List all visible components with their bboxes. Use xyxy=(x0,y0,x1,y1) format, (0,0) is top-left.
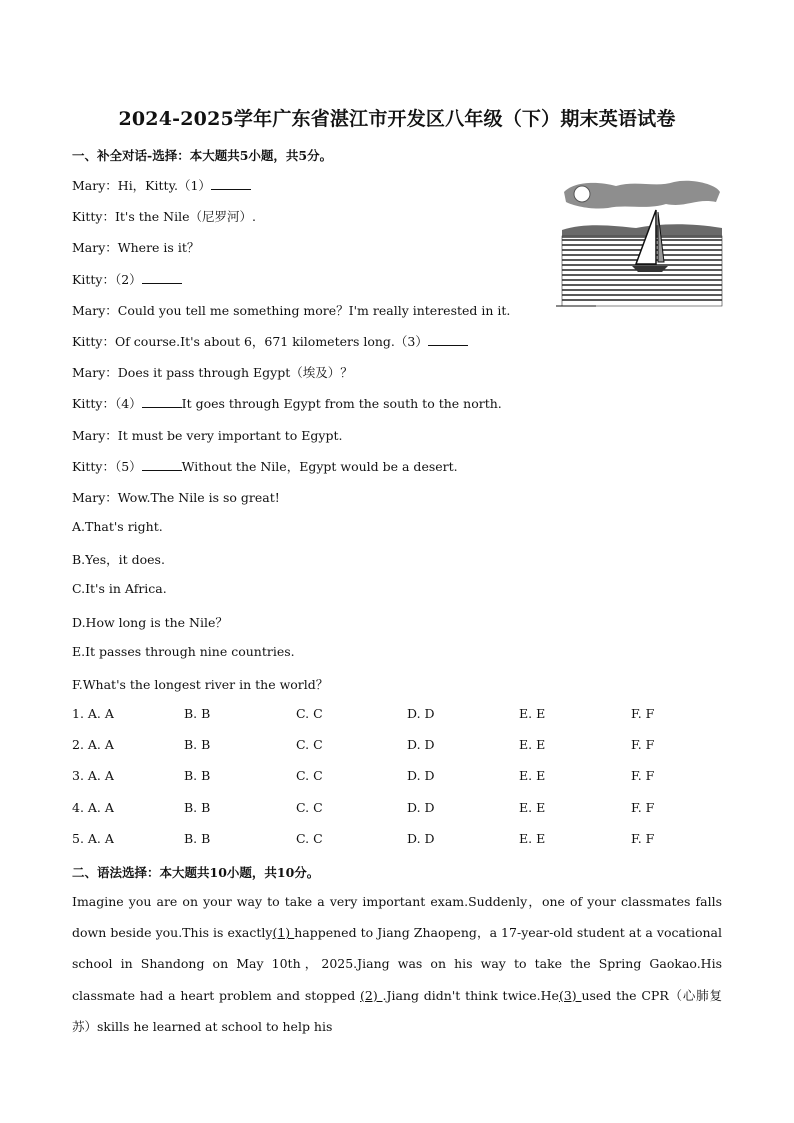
answer-option[interactable]: F. F xyxy=(631,768,655,784)
answer-blank[interactable] xyxy=(142,395,182,408)
passage-text-4: used the CPR（心肺复苏）skills he learned at school to help his xyxy=(72,987,722,1034)
dialogue-text: Kitty：（2） xyxy=(72,271,142,287)
answer-option[interactable]: E. E xyxy=(519,799,546,815)
dialogue-line xyxy=(72,207,256,225)
nile-sailboat-picture xyxy=(556,178,724,310)
dialogue-text: Mary：It must be very important to Egypt. xyxy=(72,427,343,443)
answer-option[interactable]: F. F xyxy=(631,799,655,815)
grammar-passage xyxy=(72,886,722,1042)
blank-1[interactable]: (1) xyxy=(272,925,295,941)
dialogue-text: Kitty：It's the Nile（尼罗河）. xyxy=(72,209,256,225)
dialogue-text-after-blank: It goes through Egypt from the south to the north. xyxy=(181,396,502,412)
dialogue-line xyxy=(72,457,458,475)
dialogue-line xyxy=(72,176,251,194)
section2-heading: 二、语法选择：本大题共10小题，共10分。 xyxy=(72,865,320,880)
passage-text-2: happened to Jiang Zhaopeng，a 17-year-old student at a vocational school in Shandong on May 10th，2025.Jiang was on his way to take the Spring Gaokao.His classmate had a heart problem and stopped xyxy=(72,925,722,1003)
dialogue-text: Kitty：Of course.It's about 6，671 kilometers long.（3） xyxy=(72,334,428,349)
answer-option[interactable]: 1. A. A xyxy=(72,706,114,721)
answer-option[interactable]: 5. A. A xyxy=(72,830,114,846)
dialogue-text: Mary：Does it pass through Egypt（埃及）？ xyxy=(72,365,353,381)
answer-option[interactable]: 4. A. A xyxy=(72,799,114,815)
answer-row xyxy=(72,831,732,849)
answer-option[interactable]: E. E xyxy=(519,737,546,753)
dialogue-line xyxy=(72,270,182,288)
dialogue-line xyxy=(72,332,468,350)
answer-blank[interactable] xyxy=(142,271,182,284)
dialogue-text-after-blank: Without the Nile，Egypt would be a desert. xyxy=(181,458,458,474)
choice-option: E.It passes through nine countries. xyxy=(72,643,295,659)
passage-text-1: Imagine you are on your way to take a very important exam.Suddenly，one of your classmates falls down beside you.This is exactly xyxy=(72,894,722,941)
dialogue-text: Kitty：（4） xyxy=(72,396,142,412)
answer-option[interactable]: C. C xyxy=(296,768,323,784)
answer-option[interactable]: E. E xyxy=(519,768,546,784)
dialogue-line xyxy=(72,488,280,506)
dialogue-line xyxy=(72,363,353,381)
page-title: 2024-2025学年广东省湛江市开发区八年级（下）期末英语试卷 xyxy=(118,108,676,130)
answer-option[interactable]: C. C xyxy=(296,737,323,753)
answer-option[interactable]: C. C xyxy=(296,830,323,846)
dialogue-text: Mary：Hi，Kitty.（1） xyxy=(72,178,211,193)
answer-option[interactable]: E. E xyxy=(519,830,546,846)
answer-option[interactable]: 2. A. A xyxy=(72,737,114,753)
answer-option[interactable]: B. B xyxy=(184,799,211,815)
choice-option: C.It's in Africa. xyxy=(72,581,167,597)
choice-option: F.What's the longest river in the world？ xyxy=(72,677,329,692)
dialogue-line xyxy=(72,426,342,444)
answer-option[interactable]: B. B xyxy=(184,768,211,784)
answer-option[interactable]: F. F xyxy=(631,706,655,721)
answer-option[interactable]: D. D xyxy=(407,706,435,721)
answer-option[interactable]: B. B xyxy=(184,830,211,846)
answer-blank[interactable] xyxy=(428,333,468,346)
answer-option[interactable]: B. B xyxy=(184,737,211,753)
answer-option[interactable]: 3. A. A xyxy=(72,768,114,784)
answer-blank[interactable] xyxy=(211,177,251,190)
blank-3[interactable]: (3) xyxy=(558,987,582,1003)
answer-option[interactable]: B. B xyxy=(184,706,211,721)
answer-option[interactable]: D. D xyxy=(407,737,435,753)
answer-option[interactable]: D. D xyxy=(407,830,435,846)
answer-option[interactable]: D. D xyxy=(407,768,435,784)
answer-option[interactable]: C. C xyxy=(296,799,323,815)
answer-blank[interactable] xyxy=(142,458,182,471)
answer-option[interactable]: E. E xyxy=(519,706,546,721)
answer-option[interactable]: F. F xyxy=(631,830,655,846)
passage-text-3: .Jiang didn't think twice.He xyxy=(382,987,559,1003)
dialogue-text: Mary：Where is it？ xyxy=(72,240,200,256)
dialogue-line xyxy=(72,301,510,319)
answer-row xyxy=(72,737,732,755)
answer-row xyxy=(72,768,732,786)
dialogue-text: Kitty：（5） xyxy=(72,458,142,474)
choice-option: B.Yes，it does. xyxy=(72,552,165,568)
answer-option[interactable]: D. D xyxy=(407,799,435,815)
answer-option[interactable]: F. F xyxy=(631,737,655,753)
answer-option[interactable]: C. C xyxy=(296,706,323,721)
answer-row xyxy=(72,800,732,818)
choice-option: D.How long is the Nile？ xyxy=(72,614,228,630)
dialogue-text: Mary：Wow.The Nile is so great! xyxy=(72,490,280,505)
blank-2[interactable]: (2) xyxy=(360,987,383,1003)
answer-row xyxy=(72,706,732,724)
choice-option: A.That's right. xyxy=(72,519,163,534)
section1-heading: 一、补全对话-选择：本大题共5小题，共5分。 xyxy=(72,148,333,163)
dialogue-line xyxy=(72,394,502,412)
dialogue-line xyxy=(72,238,199,256)
dialogue-text: Mary：Could you tell me something more？I'm really interested in it. xyxy=(72,302,511,318)
